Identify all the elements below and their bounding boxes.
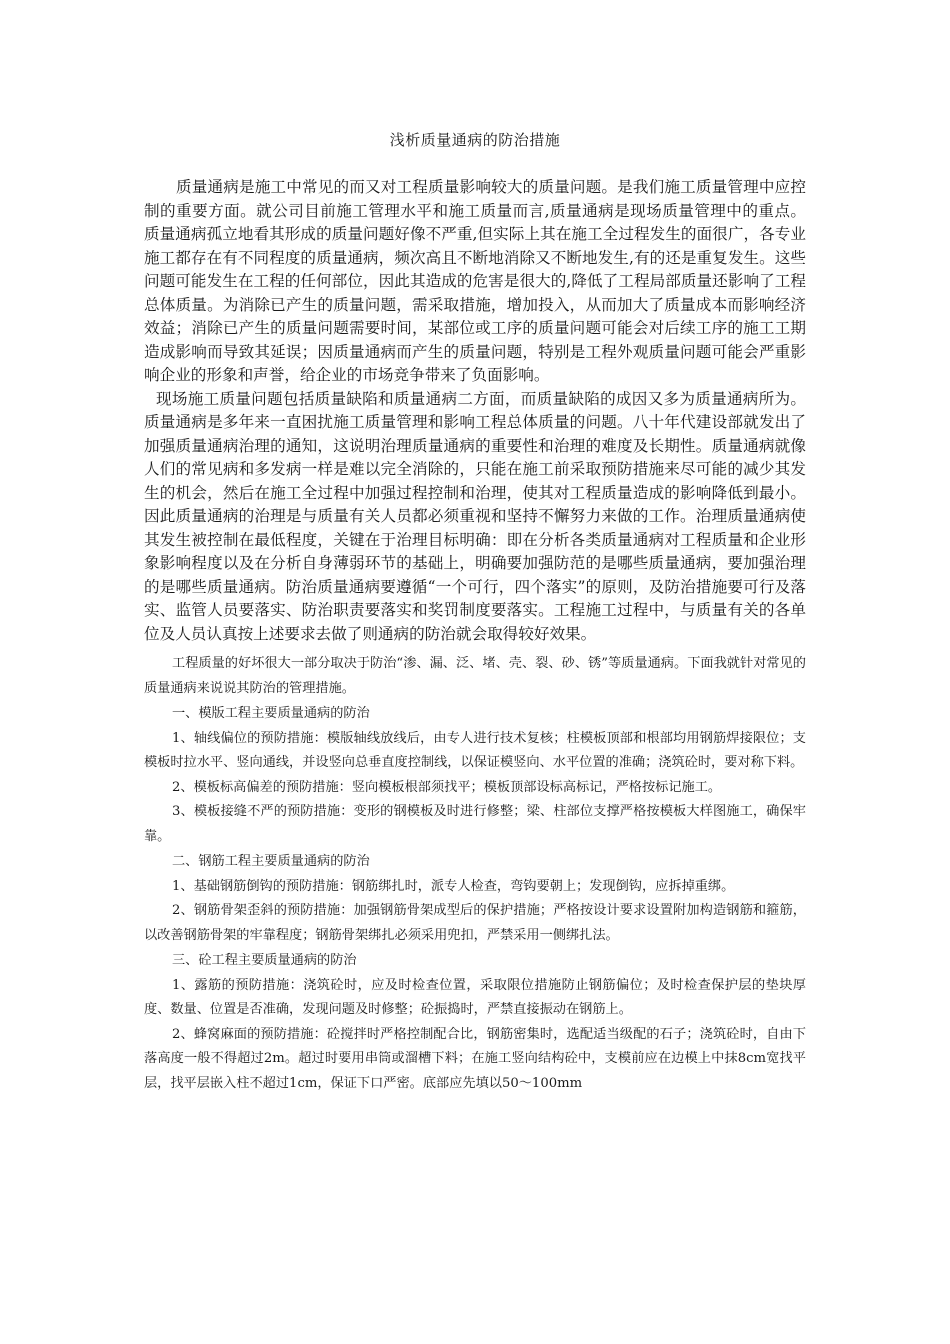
paragraph-site-quality: 现场施工质量问题包括质量缺陷和质量通病二方面，而质量缺陷的成因又多为质量通病所为。质量通病是多年来一直困扰施工质量管理和影响工程总体质量的问题。八十年代建设部就发出了加强质量通病治理的通知，这说明治理质量通病的重要性和治理的难度及长期性。质量通病就像人们的常见病和多发病一样是难以完全消除的，只能在施工前采取预防措施来尽可能的减少其发生的机会，然后在施工全过程中加强过程控制和治理，使其对工程质量造成的影响降低到最小。因此质量通病的治理是与质量有关人员都必须重视和坚持不懈努力来做的工作。治理质量通病使其发生被控制在最低程度，关键在于治理目标明确：即在分析各类质量通病对工程质量和企业形象影响程度以及在分析自身薄弱环节的基础上，明确要加强防范的是哪些质量通病，要加强治理的是哪些质量通病。防治质量通病要遵循“一个可行，四个落实”的原则，及防治措施要可行及落实、监管人员要落实、防治职责要落实和奖罚制度要落实。工程施工过程中，与质量有关的各单位及人员认真按上述要求去做了则通病的防治就会取得较好效果。: [144, 389, 806, 643]
paragraph-honeycomb: 2、蜂窝麻面的预防措施：砼搅拌时严格控制配合比，钢筋密集时，选配适当级配的石子；浇筑砼时，自由下落高度一般不得超过2m。超过时要用串筒或溜槽下料；在施工竖向结构砼中，支模前应在边模上中抹8cm宽找平层，找平层嵌入柱不超过1cm，保证下口严密。底部应先填以50～100mm: [144, 1026, 806, 1091]
document-title: 浅析质量通病的防治措施: [389, 131, 561, 149]
paragraph-intro: 质量通病是施工中常见的而又对工程质量影响较大的质量问题。是我们施工质量管理中应控制的重要方面。就公司目前施工管理水平和施工质量而言,质量通病是现场质量管理中的重点。 质量通病孤立地看其形成的质量问题好像不严重,但实际上其在施工全过程发生的面很广，各专业施工都存在有不同程度的质量通病，频次高且不断地消除又不断地发生,有的还是重复发生。这些问题可能发生在工程的任何部位，因此其造成的危害是很大的,降低了工程局部质量还影响了工程总体质量。为消除已产生的质量问题，需采取措施，增加投入，从而加大了质量成本而影响经济效益；消除已产生的质量问题需要时间，某部位或工序的质量问题可能会对后续工序的施工工期造成影响而导致其延误；因质量通病而产生的质量问题，特别是工程外观质量问题可能会严重影响企业的形象和声誉，给企业的市场竞争带来了负面影响。: [144, 178, 806, 384]
paragraph-joint-gap: 3、模板接缝不严的预防措施：变形的钢模板及时进行修整；梁、柱部位支撑严格按模板大样图施工，确保牢靠。: [144, 804, 806, 844]
document-page: [144, 0, 806, 1096]
paragraph-rebar-hook: 1、基础钢筋倒钩的预防措施：钢筋绑扎时，派专人检查，弯钩要朝上；发现倒钩，应拆掉重绑。: [172, 878, 735, 894]
paragraph-rebar-skew: 2、钢筋骨架歪斜的预防措施：加强钢筋骨架成型后的保护措施；严格按设计要求设置附加构造钢筋和箍筋，以改善钢筋骨架的牢靠程度；钢筋骨架绑扎必须采用兜扣，严禁采用一侧绑扎法。: [144, 903, 806, 943]
paragraph-elevation-deviation: 2、模板标高偏差的预防措施：竖向模板根部须找平；模板顶部设标高标记，严格按标记施工。: [172, 779, 722, 795]
paragraph-exposed-rebar: 1、露筋的预防措施：浇筑砼时，应及时检查位置，采取限位措施防止钢筋偏位；及时检查保护层的垫块厚度、数量、位置是否准确，发现问题及时修整；砼振捣时，严禁直接振动在钢筋上。: [144, 977, 806, 1017]
section-heading-formwork: 一、模版工程主要质量通病的防治: [172, 706, 370, 721]
paragraph-axis-offset: 1、轴线偏位的预防措施：模版轴线放线后，由专人进行技术复核；柱模板顶部和根部均用钢筋焊接限位；支模板时拉水平、竖向通线，并设竖向总垂直度控制线，以保证模竖向、水平位置的准确；浇筑砼时，要对称下料。: [144, 730, 806, 770]
section-heading-concrete: 三、砼工程主要质量通病的防治: [172, 953, 357, 968]
section-heading-rebar: 二、钢筋工程主要质量通病的防治: [172, 854, 370, 869]
paragraph-overview: 工程质量的好坏很大一部分取决于防治“渗、漏、泛、堵、壳、裂、砂、锈”等质量通病。下面我就针对常见的质量通病来说说其防治的管理措施。: [144, 656, 806, 696]
